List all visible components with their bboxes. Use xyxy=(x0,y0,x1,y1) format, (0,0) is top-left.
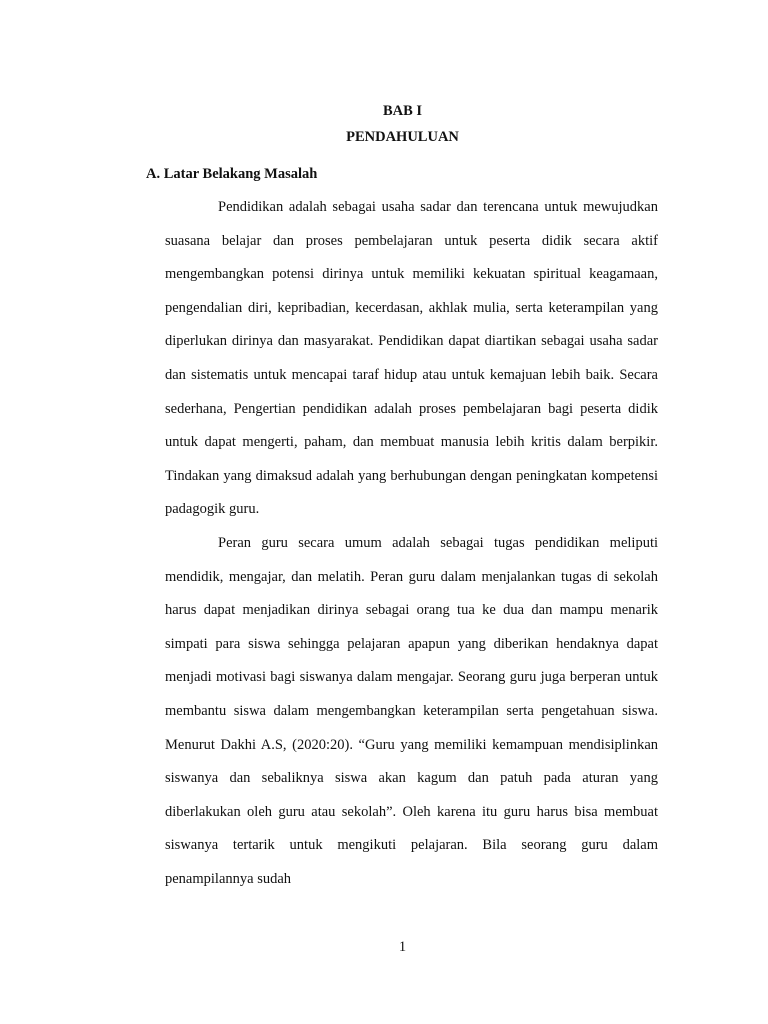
section-title: A. Latar Belakang Masalah xyxy=(146,166,318,182)
body-paragraph: Peran guru secara umum adalah sebagai tugas pendidikan meliputi mendidik, mengajar, dan melatih. Peran guru dalam menjalankan tugas di sekolah harus dapat menjadikan dirinya sebagai orang tua ke dua dan mampu menarik simpati para siswa sehingga pelajaran apapun yang diberikan hendaknya dapat menjadi motivasi bagi siswanya dalam mengajar. Seorang guru juga berperan untuk membantu siswa dalam mengembangkan keterampilan serta pengetahuan siswa. Menurut Dakhi A.S, (2020:20). “Guru yang memiliki kemampuan mendisiplinkan siswanya dan sebaliknya siswa akan kagum dan patuh pada aturan yang diberlakukan oleh guru atau sekolah”. Oleh karena itu guru harus bisa membuat siswanya tertarik untuk mengikuti pelajaran. Bila seorang guru dalam penampilannya sudah xyxy=(165,535,658,887)
chapter-title: PENDAHULUAN xyxy=(346,129,459,145)
page-number: 1 xyxy=(398,939,407,955)
chapter-number: BAB I xyxy=(382,103,423,119)
body-paragraph: Pendidikan adalah sebagai usaha sadar dan terencana untuk mewujudkan suasana belajar dan proses pembelajaran untuk peserta didik secara aktif mengembangkan potensi dirinya untuk memiliki kekuatan spiritual keagamaan, pengendalian diri, kepribadian, kecerdasan, akhlak mulia, serta keterampilan yang diperlukan dirinya dan masyarakat. Pendidikan dapat diartikan sebagai usaha sadar dan sistematis untuk mencapai taraf hidup atau untuk kemajuan lebih baik. Secara sederhana, Pengertian pendidikan adalah proses pembelajaran bagi peserta didik untuk dapat mengerti, paham, dan membuat manusia lebih kritis dalam berpikir. Tindakan yang dimaksud adalah yang berhubungan dengan peningkatan kompetensi padagogik guru. xyxy=(165,199,658,518)
